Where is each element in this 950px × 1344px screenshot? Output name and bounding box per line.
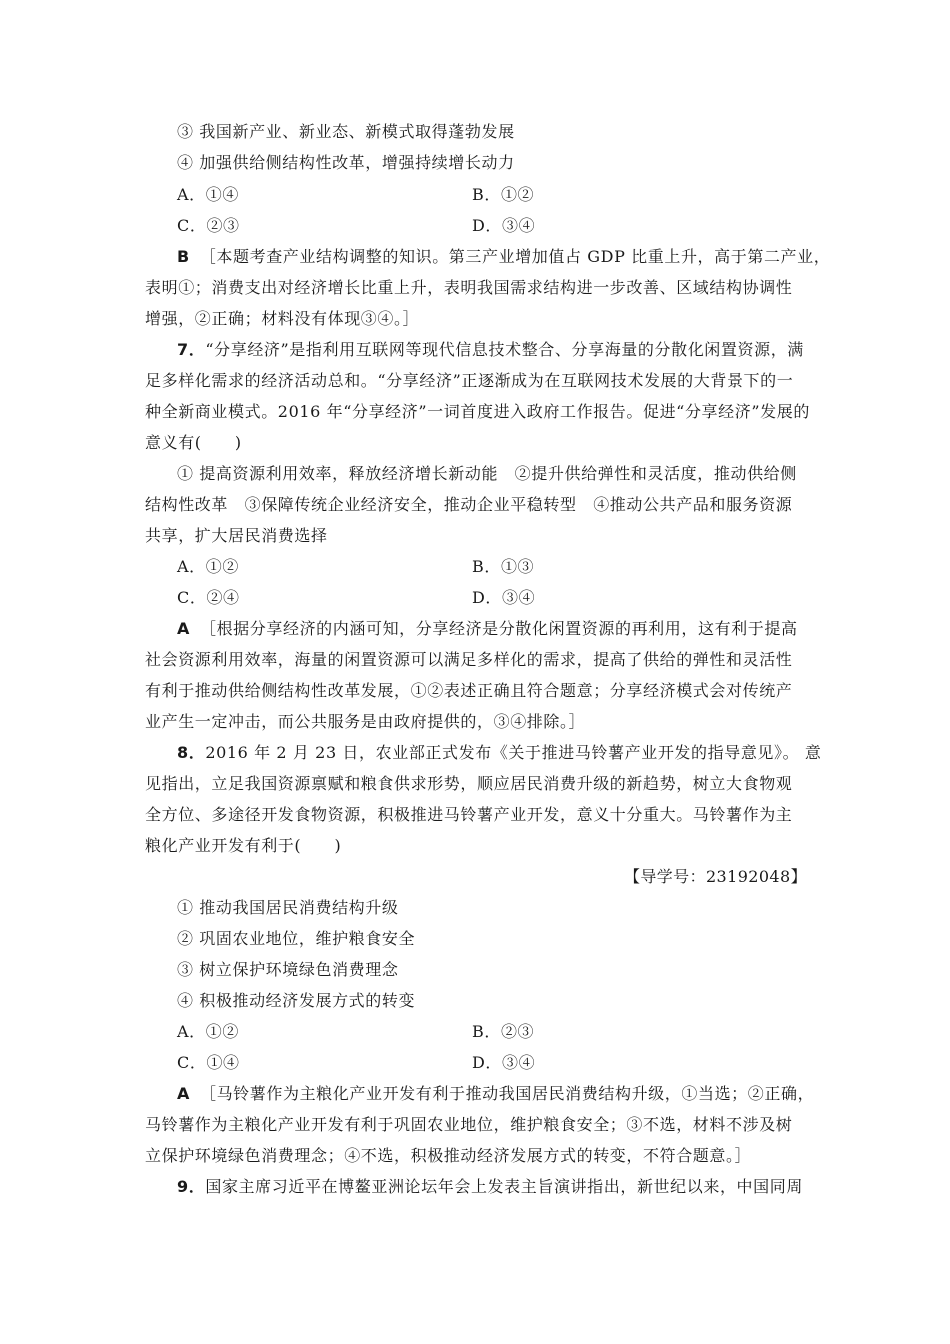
q6-item-4: ④ 加强供给侧结构性改革，增强持续增长动力	[177, 153, 515, 172]
q8-stem-line-1	[177, 742, 822, 764]
q7-answer-line-3: 有利于推动供给侧结构性改革发展，①②表述正确且符合题意；分享经济模式会对传统产	[145, 681, 793, 700]
q9-stem-text: 国家主席习近平在博鳌亚洲论坛年会上发表主旨演讲指出，新世纪以来，中国同周	[205, 1177, 803, 1196]
q8-answer-letter: A	[177, 1084, 190, 1103]
q8-stem-text: 2016 年 2 月 23 日，农业部正式发布《关于推进马铃薯产业开发的指导意见》。 意	[205, 743, 822, 762]
q8-item-1: ① 推动我国居民消费结构升级	[177, 898, 399, 917]
q9-stem-line-1	[177, 1176, 817, 1198]
q8-item-2: ② 巩固农业地位，维护粮食安全	[177, 929, 416, 948]
q6-item-3: ③ 我国新产业、新业态、新模式取得蓬勃发展	[177, 122, 515, 141]
q9-number: 9．	[177, 1177, 206, 1196]
q7-items-line-3: 共享，扩大居民消费选择	[145, 526, 328, 545]
q7-stem-line-1	[177, 339, 817, 361]
q7-answer-line-1	[177, 618, 817, 640]
q8-answer-line-3: 立保护环境绿色消费理念；④不选，积极推动经济发展方式的转变，不符合题意。］	[145, 1146, 752, 1165]
q8-stem-line-4: 粮化产业开发有利于( )	[145, 836, 342, 855]
q7-stem-text: “分享经济”是指利用互联网等现代信息技术整合、分享海量的分散化闲置资源，满	[205, 340, 804, 359]
q8-option-a: A．①②	[177, 1022, 239, 1041]
q6-option-c: C．②③	[177, 216, 240, 235]
q6-option-a: A．①④	[177, 185, 239, 204]
q8-answer-line-2: 马铃薯作为主粮化产业开发有利于巩固农业地位，维护粮食安全；③不选，材料不涉及树	[145, 1115, 793, 1134]
q7-answer-letter: A	[177, 619, 190, 638]
q8-item-3: ③ 树立保护环境绿色消费理念	[177, 960, 399, 979]
q6-option-d: D．③④	[472, 216, 536, 235]
q7-items-line-1: ① 提高资源利用效率，释放经济增长新动能 ②提升供给弹性和灵活度，推动供给侧	[177, 464, 797, 483]
q7-option-d: D．③④	[472, 588, 536, 607]
guide-number: 【导学号：23192048】	[623, 867, 807, 886]
q8-option-d: D．③④	[472, 1053, 536, 1072]
q6-option-b: B．①②	[472, 185, 535, 204]
q6-answer-line-3: 增强，②正确；材料没有体现③④。］	[145, 309, 420, 328]
q7-stem-line-3: 种全新商业模式。2016 年“分享经济”一词首度进入政府工作报告。促进“分享经济”发展的	[145, 402, 810, 421]
q7-stem-line-2: 足多样化需求的经济活动总和。“分享经济”正逐渐成为在互联网技术发展的大背景下的一	[145, 371, 794, 390]
q6-answer-line-1	[177, 246, 831, 268]
q8-option-b: B．②③	[472, 1022, 535, 1041]
q6-answer-letter: B	[177, 247, 190, 266]
q6-answer-text: ［本题考查产业结构调整的知识。第三产业增加值占 GDP 比重上升，高于第二产业，	[199, 247, 831, 266]
q8-number: 8．	[177, 743, 206, 762]
q8-stem-line-3: 全方位、多途径开发食物资源，积极推进马铃薯产业开发，意义十分重大。马铃薯作为主	[145, 805, 793, 824]
q8-stem-line-2: 见指出，立足我国资源禀赋和粮食供求形势，顺应居民消费升级的新趋势，树立大食物观	[145, 774, 793, 793]
q7-stem-line-4: 意义有( )	[145, 433, 242, 452]
q8-option-c: C．①④	[177, 1053, 240, 1072]
q7-answer-line-2: 社会资源利用效率，海量的闲置资源可以满足多样化的需求，提高了供给的弹性和灵活性	[145, 650, 793, 669]
q7-items-line-2: 结构性改革 ③保障传统企业经济安全，推动企业平稳转型 ④推动公共产品和服务资源	[145, 495, 793, 514]
q8-item-4: ④ 积极推动经济发展方式的转变	[177, 991, 416, 1010]
q7-option-c: C．②④	[177, 588, 240, 607]
q6-answer-line-2: 表明①；消费支出对经济增长比重上升，表明我国需求结构进一步改善、区域结构协调性	[145, 278, 793, 297]
q7-number: 7．	[177, 340, 206, 359]
q7-option-b: B．①③	[472, 557, 535, 576]
q8-answer-text: ［马铃薯作为主粮化产业开发有利于推动我国居民消费结构升级，①当选；②正确，	[199, 1084, 815, 1103]
q7-answer-line-4: 业产生一定冲击，而公共服务是由政府提供的，③④排除。］	[145, 712, 586, 731]
q7-option-a: A．①②	[177, 557, 239, 576]
q8-answer-line-1	[177, 1083, 817, 1105]
q7-answer-text: ［根据分享经济的内涵可知，分享经济是分散化闲置资源的再利用，这有利于提高	[199, 619, 798, 638]
